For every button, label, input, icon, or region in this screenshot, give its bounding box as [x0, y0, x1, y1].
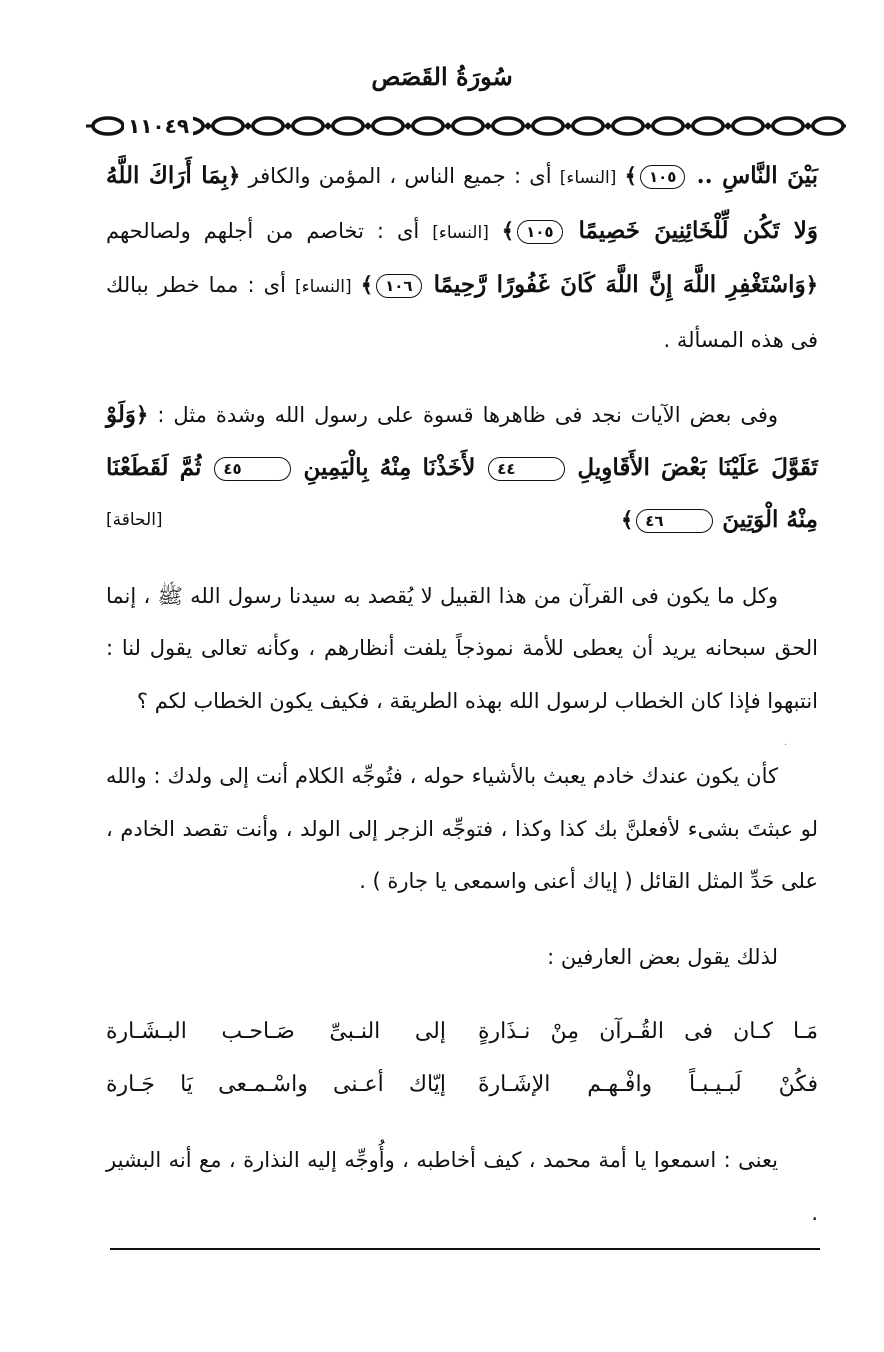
brace-close-icon: ﴾	[624, 163, 637, 188]
surah-reference: [الحاقة]	[106, 510, 163, 530]
commentary-text: أى : جميع الناس ، المؤمن والكافر	[248, 164, 552, 188]
footer-divider	[110, 1248, 820, 1250]
poem-hemistich-left: إلى النـبىِّ صَـاحـب البـشَـارة	[106, 1019, 446, 1044]
quran-verse: وَلَوْ تَقَوَّلَ عَلَيْنَا بَعْضَ الأَقَاوِيلِ	[106, 401, 818, 481]
poem-verse-1	[106, 1006, 818, 1059]
brace-open-icon: ﴿	[227, 163, 241, 188]
surah-title: سُورَةُ القَصَص	[371, 62, 513, 91]
brace-open-icon: ﴿	[136, 402, 149, 427]
decorative-header-band	[86, 112, 846, 140]
paragraph-5: لذلك يقول بعض العارفين :	[547, 944, 778, 969]
quran-verse: بَيْنَ النَّاسِ ..	[696, 162, 818, 189]
main-text	[106, 150, 818, 1262]
poem-hemistich-left: إيّاك أعـنى واسْـمـعى يَا جَـارة	[106, 1071, 446, 1097]
surah-reference: [النساء]	[559, 168, 617, 188]
poem	[106, 1006, 818, 1111]
brace-close-icon: ﴾	[620, 507, 634, 532]
poem-verse-2	[106, 1059, 818, 1112]
quran-verse: وَاسْتَغْفِرِ اللَّهَ إِنَّ اللَّهَ كَانَ غَفُورًا رَّحِيمًا	[433, 271, 806, 298]
ayah-number: ١٠٥	[640, 165, 685, 189]
brace-close-icon: ﴾	[360, 272, 374, 297]
scan-speck-icon: ·	[784, 740, 788, 751]
commentary-text: أى : تخاصم من أجلهم ولصالحهم	[106, 218, 420, 243]
ornament-chain-icon	[86, 112, 846, 140]
commentary-text: وفى بعض الآيات نجد فى ظاهرها قسوة على رسول الله وشدة مثل :	[157, 403, 778, 427]
paragraph-1	[106, 150, 818, 366]
poem-hemistich-right: فكُنْ لَبـيـبـاً وافْـهـم الإشَـارةَ	[478, 1071, 818, 1097]
paragraph-6: يعنى : اسمعوا يا أمة محمد ، كيف أخاطبه ، وأُوجِّه إليه النذارة ، مع أنه البشير .	[106, 1148, 818, 1225]
quran-verse: ثُمَّ لَقَطَعْنَا مِنْهُ الْوَتِينَ	[106, 453, 818, 533]
ayah-number: ٤٤	[488, 457, 564, 481]
page-number: ١١٠٤٩	[124, 112, 193, 140]
poem-hemistich-right: مَـا كـان فى القُـرآن مِنْ نـذَارةٍ	[478, 1019, 818, 1044]
paragraph-4: كأن يكون عندك خادم يعبث بالأشياء حوله ، فتُوجِّه الكلام أنت إلى ولدك : والله لو عبثتَ بشىء لأفعلنَّ بك كذا وكذا ، فتوجِّه الزجر إلى الولد ، وأنت تقصد الخادم ، على حَدِّ المثل القائل ( إياك أعنى واسمعى يا جارة ) .	[106, 764, 818, 893]
brace-close-icon: ﴾	[501, 217, 515, 243]
quran-verse: لأَخَذْنَا مِنْهُ بِالْيَمِينِ	[303, 453, 476, 481]
ayah-number: ٤٦	[636, 509, 712, 533]
surah-reference: [النساء]	[295, 277, 352, 297]
surah-reference: [النساء]	[432, 222, 489, 243]
paragraph-3: وكل ما يكون فى القرآن من هذا القبيل لا يُقصد به سيدنا رسول الله ﷺ ، إنما الحق سبحانه يريد أن يعطى للأمة نموذجاً يلفت أنظارهم ، وكأنه تعالى يقول لنا : انتبهوا فإذا كان الخطاب لرسول الله بهذه الطريقة ، فكيف يكون الخطاب لكم ؟	[106, 583, 818, 713]
brace-open-icon: ﴿	[805, 272, 818, 297]
ayah-number: ٤٥	[214, 457, 290, 481]
commentary-text: أى : مما خطر ببالك فى هذه المسألة .	[106, 273, 818, 352]
quran-verse: بِمَا أَرَاكَ اللَّهُ وَلا تَكُن لِّلْخَائِنِينَ خَصِيمًا	[106, 162, 818, 244]
ayah-number: ١٠٦	[376, 274, 421, 298]
ayah-number: ١٠٥	[517, 220, 562, 244]
paragraph-2	[106, 389, 818, 547]
